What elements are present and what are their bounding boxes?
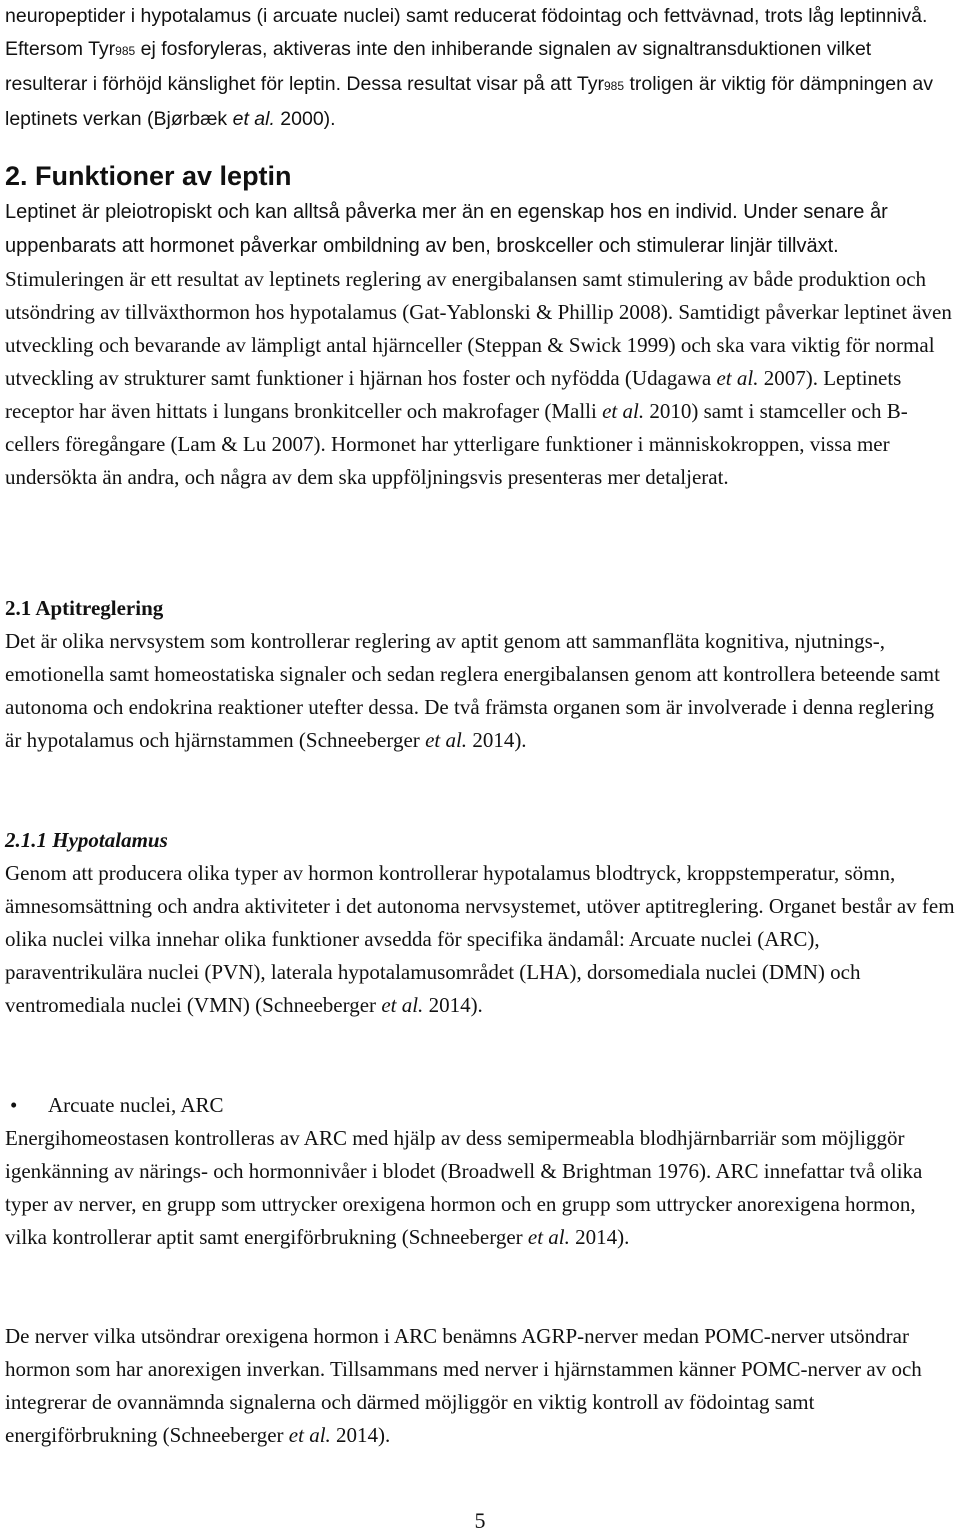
arc-text-1b: 2014).	[569, 1225, 630, 1249]
section-2-1-1-text-a: Genom att producera olika typer av hormon kontrollerar hypotalamus blodtryck, kroppstemperatur, sömn, ämnesomsättning och andra aktiviteter i det autonoma nervsystemet, utöver aptitreglering. Organet består av fem olika nuclei vilka innehar olika funktioner avsedda för specifika ändamål: Arcuate nuclei (ARC), paraventrikulära nuclei (PVN), laterala hypotalamusområdet (LHA), dorsomediala nuclei (DMN) och ventromediala nuclei (VMN) (Schneeberger	[5, 861, 955, 1017]
et-al: et al.	[425, 728, 468, 752]
section-2-1-text-b: 2014).	[467, 728, 527, 752]
arc-text-1a: Energihomeostasen kontrolleras av ARC med hjälp av dess semipermeabla blodhjärnbarriär som möjliggör igenkänning av närings- och hormonnivåer i blodet (Broadwell & Brightman 1976). ARC innefattar två olika typer av nerver, en grupp som uttrycker orexigena hormon och en grupp som uttrycker anorexigena hormon, vilka kontrollerar aptit samt energiförbrukning (Schneeberger	[5, 1126, 923, 1249]
bullet-item-arc	[5, 1089, 955, 1122]
page-number: 5	[474, 1508, 486, 1533]
section-2-paragraph	[5, 195, 955, 494]
tyr-subscript: 985	[115, 44, 136, 58]
section-2-text-a: Leptinet är pleiotropiskt och kan alltså påverka mer än en egenskap hos en individ.	[5, 201, 738, 223]
arc-paragraph-1	[5, 1122, 955, 1254]
section-2-text-d: 2007). Leptinets receptor har även hittats i lungans bronkitceller och makrofager (Malli	[5, 366, 902, 423]
section-2-1-1-paragraph	[5, 857, 955, 1022]
intro-text-1: neuropeptider i hypotalamus (i arcuate nuclei) samt reducerat födointag och fettvävnad, trots låg leptinnivå. Eftersom Tyr	[5, 5, 928, 60]
section-2-text-b: Under senare år uppenbarats att hormonet påverkar ombildning av ben, broskceller och stimulerar linjär tillväxt.	[5, 201, 888, 257]
section-2-1-1-text-b: 2014).	[423, 993, 483, 1017]
tyr-subscript: 985	[604, 79, 625, 93]
et-al: et al.	[716, 366, 759, 390]
section-heading-2: 2. Funktioner av leptin	[5, 161, 292, 191]
section-heading-2-1: 2.1 Aptitreglering	[5, 596, 164, 620]
et-al: et al.	[381, 993, 424, 1017]
section-2-1-paragraph	[5, 625, 955, 757]
et-al: et al.	[602, 399, 645, 423]
et-al: et al.	[288, 1423, 331, 1447]
section-2-text-e: 2010) samt i stamceller och B-cellers föregångare (Lam & Lu 2007). Hormonet har ytterligare funktioner i människokroppen, vissa mer undersökta än andra, och några av dem ska uppföljningsvis presenteras mer detaljerat.	[5, 399, 908, 489]
bullet-icon: •	[10, 1093, 18, 1117]
arc-text-2b: 2014).	[330, 1423, 391, 1447]
section-heading-2-1-1: 2.1.1 Hypotalamus	[5, 828, 168, 852]
arc-text-2a: De nerver vilka utsöndrar orexigena hormon i ARC benämns AGRP-nerver medan POMC-nerver utsöndrar hormon som har anorexigen inverkan. Tillsammans med nerver i hjärnstammen känner POMC-nerver av och integrerar de ovannämnda signalerna och därmed möjliggör en viktig kontroll av födointag samt energiförbrukning (Schneeberger	[5, 1324, 922, 1447]
bullet-label: Arcuate nuclei, ARC	[48, 1093, 224, 1117]
intro-text-3: troligen är viktig för dämpningen av leptinets verkan (Bjørbæk	[5, 73, 933, 130]
section-2-1-text-a: Det är olika nervsystem som kontrollerar reglering av aptit genom att sammanfläta kognitiva, njutnings-, emotionella samt homeostatiska signaler och sedan reglera energibalansen genom att kontrollera beteende samt autonoma och endokrina reaktioner utefter dessa. De två främsta organen som är involverade i denna reglering är hypotalamus och hjärnstammen (Schneeberger	[5, 629, 940, 752]
intro-text-2: ej fosforyleras, aktiveras inte den inhiberande signalen av signaltransduktionen vilket resulterar i förhöjd känslighet för leptin. Dessa resultat visar på att Tyr	[5, 38, 872, 95]
et-al: et al.	[232, 108, 275, 130]
section-2-text-c: Stimuleringen är ett resultat av leptinets reglering av energibalansen samt stimulering av både produktion och utsöndring av tillväxthormon hos hypotalamus (Gat-Yablonski & Phillip 2008). Samtidigt påverkar leptinet även utveckling och bevarande av lämpligt antal hjärnceller (Steppan & Swick 1999) och ska vara viktig för normal utveckling av strukturer samt funktioner i hjärnan hos foster och nyfödda (Udagawa	[5, 267, 952, 390]
intro-text-4: 2000).	[274, 108, 336, 130]
arc-paragraph-2	[5, 1320, 955, 1452]
intro-paragraph	[5, 0, 955, 136]
et-al: et al.	[527, 1225, 570, 1249]
